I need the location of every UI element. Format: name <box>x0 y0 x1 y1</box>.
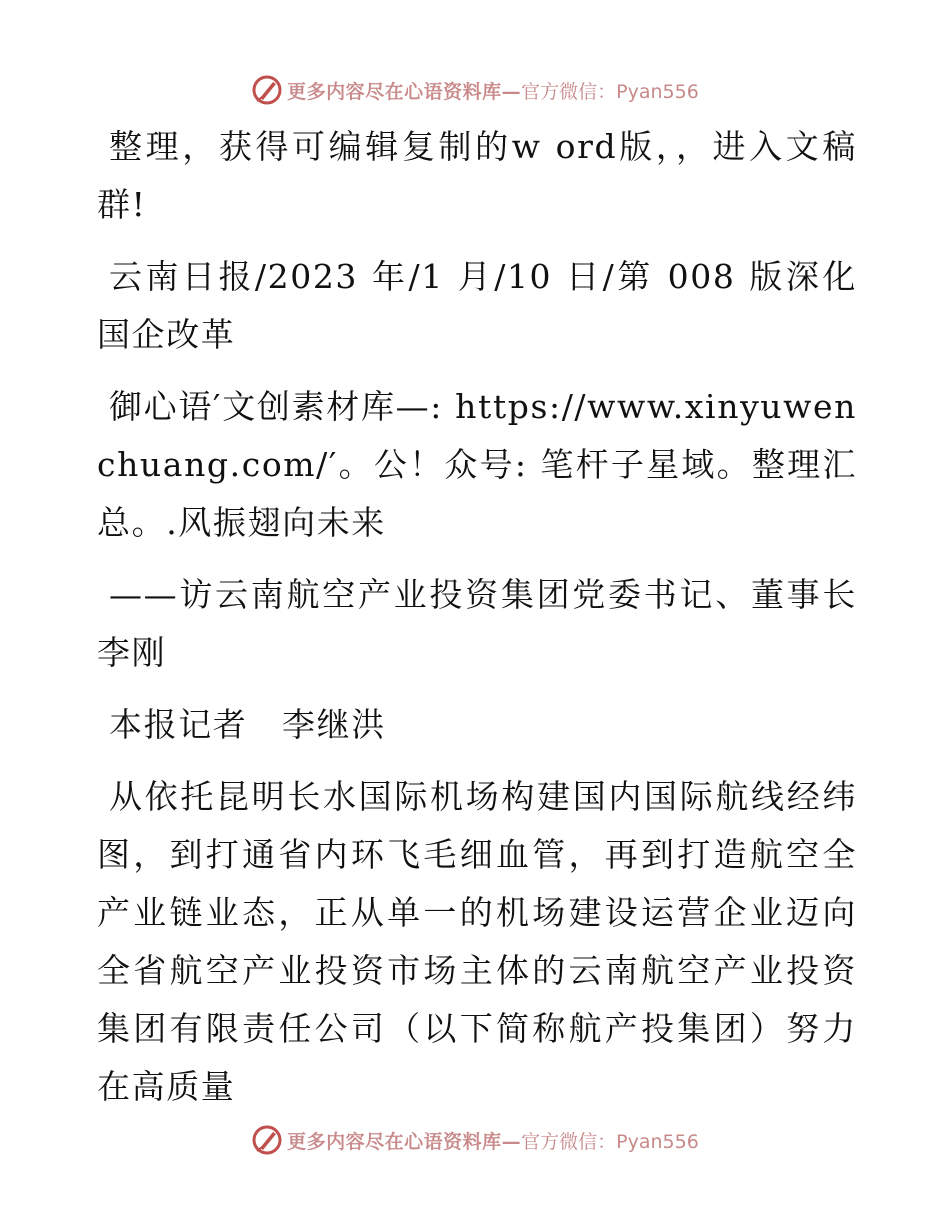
paragraph: ——访云南航空产业投资集团党委书记、董事长李刚 <box>97 575 857 672</box>
banner-main-text: 更多内容尽在心语资料库— <box>287 80 522 103</box>
quill-logo-icon <box>251 1124 283 1156</box>
footer-banner <box>0 1118 950 1162</box>
paragraph: 整理，获得可编辑复制的w ord版，，进入文稿群! <box>97 127 857 224</box>
paragraph: 从依托昆明长水国际机场构建国内国际航线经纬图，到打通省内环飞毛细血管，再到打造航空全产业链业态，正从单一的机场建设运营企业迈向全省航空产业投资市场主体的云南航空产业投资集团有限责任公司（以下简称航产投集团）努力在高质量 <box>97 777 857 1106</box>
header-banner <box>0 68 950 112</box>
paragraph: 云南日报/2023 年/1 月/10 日/第 008 版深化国企改革 <box>97 257 857 354</box>
banner-main-text: 更多内容尽在心语资料库— <box>287 1130 522 1153</box>
banner-sub-text: 官方微信：Pyan556 <box>521 1130 699 1153</box>
byline: 本报记者 李继洪 <box>109 705 386 744</box>
document-body <box>97 118 857 1130</box>
paragraph: 御心语′文创素材库—: https://www.xinyuwenchuang.com/′。公！众号: 笔杆子星域。整理汇总。.风振翅向未来 <box>97 387 857 542</box>
banner-sub-text: 官方微信：Pyan556 <box>521 80 699 103</box>
quill-logo-icon <box>251 74 283 106</box>
